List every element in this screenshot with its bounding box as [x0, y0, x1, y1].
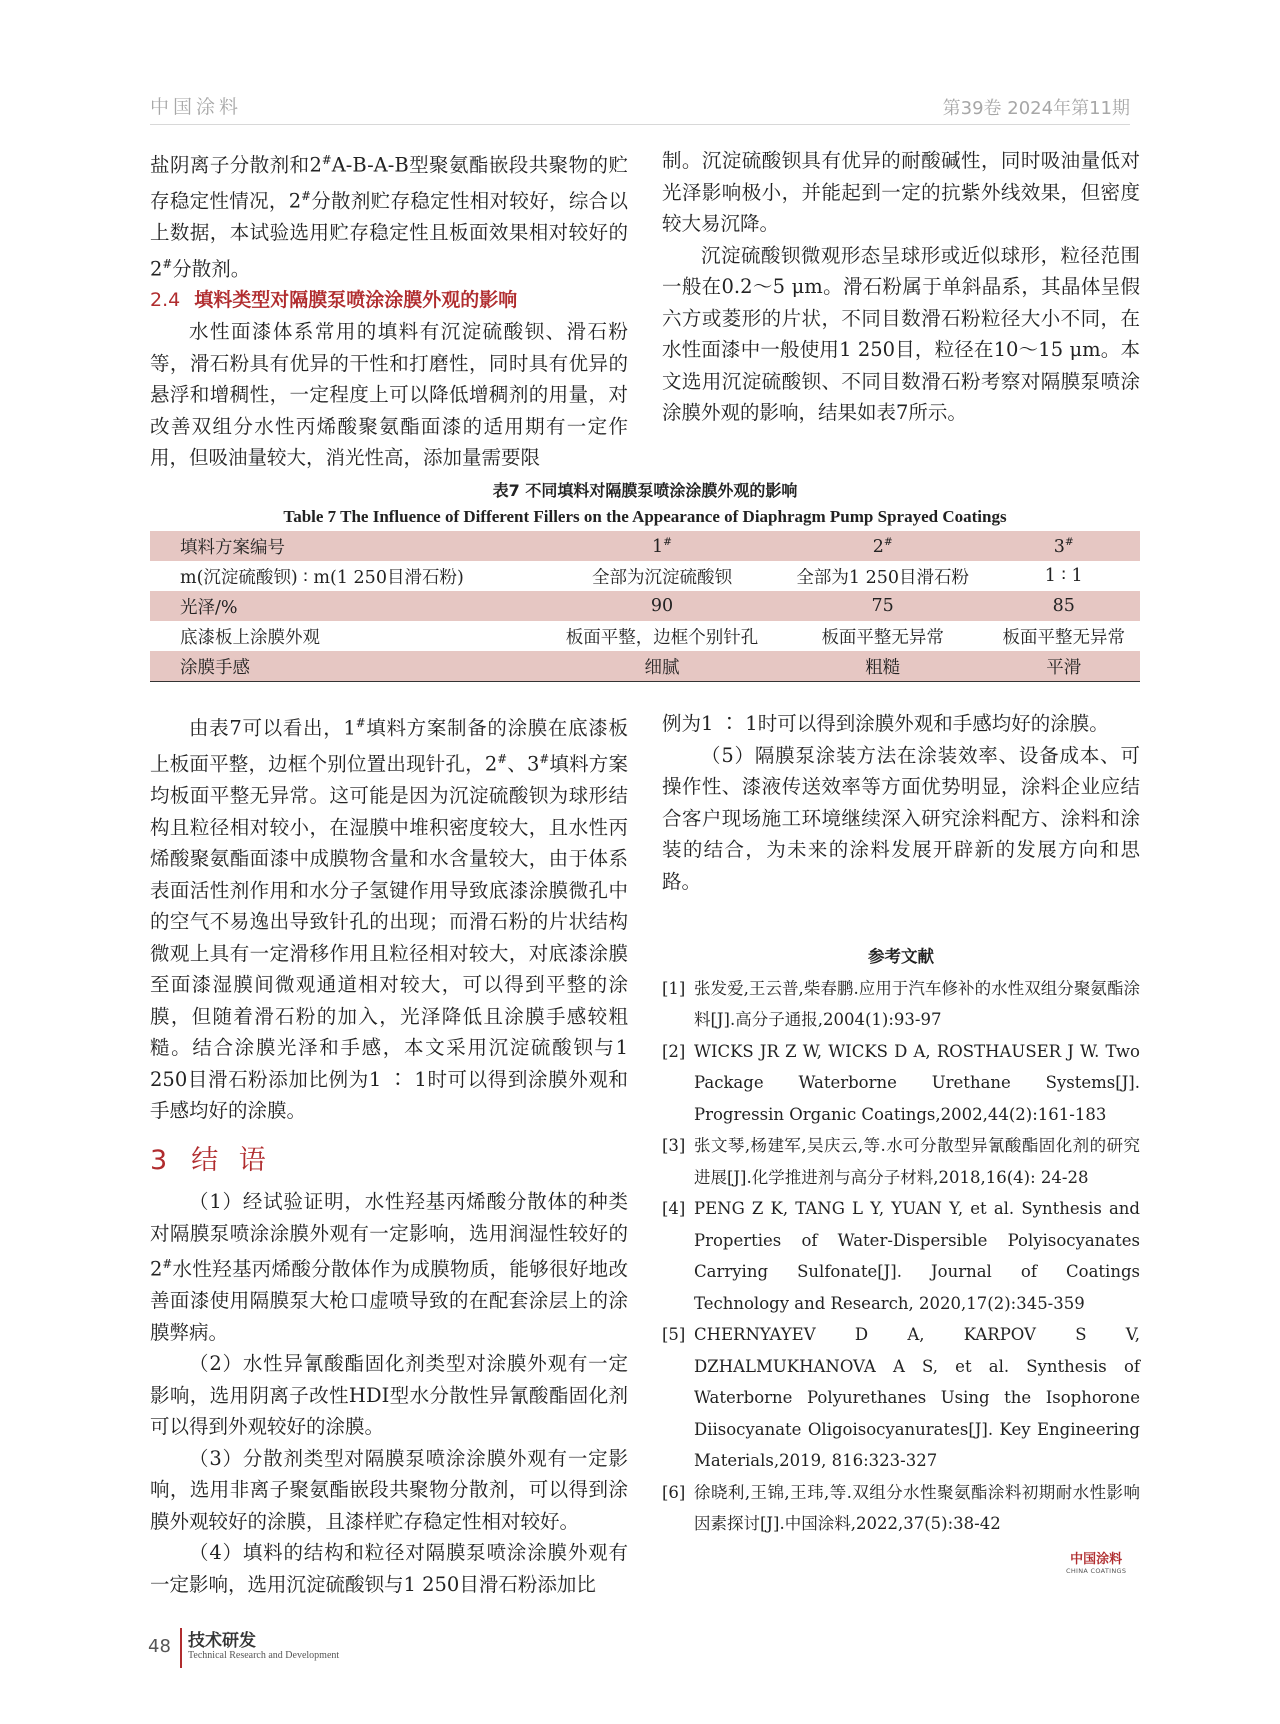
paragraph: 盐阴离子分散剂和2#A-B-A-B型聚氨酯嵌段共聚物的贮存稳定性情况，2#分散剂贮存稳定性相对较好，综合以上数据，本试验选用贮存稳定性且板面效果相对较好的2#分散剂。 — [150, 153, 628, 280]
table-cell: 填料方案编号 — [150, 531, 546, 561]
table-cell: 细腻 — [546, 651, 778, 682]
paragraph: 制。沉淀硫酸钡具有优异的耐酸碱性，同时吸油量低对光泽影响极小，并能起到一定的抗紫外线效果，但密度较大易沉降。 — [662, 149, 1140, 235]
left-column-top — [150, 145, 628, 474]
section-heading-2-4 — [150, 285, 628, 317]
paragraph: （2）水性异氰酸酯固化剂类型对涂膜外观有一定影响，选用阴离子改性HDI型水分散性异氰酸酯固化剂可以得到外观较好的涂膜。 — [150, 1352, 628, 1438]
reference-text: 张文琴,杨建军,吴庆云,等.水可分散型异氰酸酯固化剂的研究进展[J].化学推进剂与高分子材料,2018,16(4): 24-28 — [694, 1136, 1140, 1187]
table-title-en: Table 7 The Influence of Different Fillers on the Appearance of Diaphragm Pump Sprayed Coatings — [283, 507, 1007, 526]
reference-number: [4] — [662, 1199, 686, 1218]
header-rule — [150, 124, 1130, 125]
table-header-row — [150, 531, 1140, 561]
reference-item — [662, 973, 1140, 1036]
table-cell: 1 ∶ 1 — [1044, 566, 1083, 586]
reference-text: PENG Z K, TANG L Y, YUAN Y, et al. Synthesis and Properties of Water-Dispersible Polyisocyanates Carrying Sulfonate[J]. Journal of Coatings Technology and Research, 2020,17(2):345-359 — [694, 1199, 1140, 1313]
table-cell: 2# — [778, 531, 987, 561]
reference-text: 张发爱,王云普,柴春鹏.应用于汽车修补的水性双组分聚氨酯涂料[J].高分子通报,2004(1):93-97 — [694, 978, 1140, 1029]
reference-list — [662, 973, 1140, 1540]
reference-item — [662, 1036, 1140, 1131]
footer-divider — [180, 1628, 182, 1668]
table-row — [150, 651, 1140, 682]
paragraph: 水性面漆体系常用的填料有沉淀硫酸钡、滑石粉等，滑石粉具有优异的干性和打磨性，同时具有优异的悬浮和增稠性，一定程度上可以降低增稠剂的用量，对改善双组分水性丙烯酸聚氨酯面漆的适用期有一定作用，但吸油量较大，消光性高，添加量需要限 — [150, 320, 628, 469]
paragraph: （4）填料的结构和粒径对隔膜泵喷涂涂膜外观有一定影响，选用沉淀硫酸钡与1 250目滑石粉添加比 — [150, 1541, 628, 1596]
table-row — [150, 591, 1140, 621]
reference-item — [662, 1130, 1140, 1193]
table-cell: 底漆板上涂膜外观 — [180, 627, 320, 648]
table-cell: 85 — [987, 591, 1140, 621]
paragraph: 例为1 ∶ 1时可以得到涂膜外观和手感均好的涂膜。 — [662, 712, 1109, 735]
logo-en: CHINA COATINGS — [1066, 1567, 1127, 1575]
journal-name: 中国涂料 — [150, 96, 243, 118]
table-cell: 板面平整，边框个别针孔 — [565, 627, 759, 648]
footer-section-en: Technical Research and Development — [188, 1650, 340, 1661]
reference-item — [662, 1477, 1140, 1540]
section-title: 填料类型对隔膜泵喷涂涂膜外观的影响 — [194, 288, 518, 311]
chapter-title: 结 语 — [191, 1144, 272, 1176]
table-cell: 平滑 — [987, 651, 1140, 682]
right-column-top — [662, 145, 1140, 429]
reference-text: WICKS JR Z W, WICKS D A, ROSTHAUSER J W. Two Package Waterborne Urethane Systems[J]. Progressin Organic Coatings,2002,44(2):161-183 — [694, 1041, 1140, 1124]
table-cell: 全部为沉淀硫酸钡 — [591, 567, 732, 588]
footer-section-cn: 技术研发 — [188, 1631, 256, 1651]
table-cell: 90 — [546, 591, 778, 621]
paragraph: （5）隔膜泵涂装方法在涂装效率、设备成本、可操作性、漆液传送效率等方面优势明显，涂料企业应结合客户现场施工环境继续深入研究涂料配方、涂料和涂装的结合，为未来的涂料发展开辟新的发展方向和思路。 — [662, 743, 1140, 893]
table-cell: m(沉淀硫酸钡) ∶ m(1 250目滑石粉) — [180, 567, 464, 588]
table-row — [150, 561, 1140, 591]
table-cell: 粗糙 — [778, 651, 987, 682]
right-column-bottom — [662, 708, 1140, 1540]
section-number: 2.4 — [150, 288, 181, 311]
table-cell: 全部为1 250目滑石粉 — [796, 567, 969, 588]
chapter-heading-3 — [150, 1145, 628, 1177]
table-cell: 板面平整无异常 — [1002, 627, 1125, 648]
table-cell: 1# — [546, 531, 778, 561]
left-column-bottom — [150, 708, 628, 1600]
table-cell: 75 — [778, 591, 987, 621]
table-cell: 光泽/% — [150, 591, 546, 621]
table-title-cn: 表7 不同填料对隔膜泵喷涂涂膜外观的影响 — [492, 481, 798, 500]
logo-cn: 中国涂料 — [1070, 1552, 1123, 1567]
reference-number: [5] — [662, 1325, 686, 1344]
reference-item — [662, 1319, 1140, 1477]
paragraph: （3）分散剂类型对隔膜泵喷涂涂膜外观有一定影响，选用非离子聚氨酯嵌段共聚物分散剂，可以得到涂膜外观较好的涂膜，且漆样贮存稳定性相对较好。 — [150, 1446, 628, 1533]
journal-logo — [1066, 1548, 1126, 1575]
reference-number: [6] — [662, 1482, 686, 1502]
issue-info: 第39卷 2024年第11期 — [942, 98, 1130, 119]
reference-number: [1] — [662, 978, 686, 998]
reference-item — [662, 1193, 1140, 1319]
page-number: 48 — [148, 1636, 171, 1657]
reference-number: [2] — [662, 1041, 686, 1061]
spacer — [662, 897, 1140, 941]
reference-text: CHERNYAYEV D A, KARPOV S V, DZHALMUKHANOVA A S, et al. Synthesis of Waterborne Polyurethanes Using the Isophorone Diisocyanate Oligoisocyanurates[J]. Key Engineering Materials,2019, 816:323-327 — [694, 1325, 1140, 1470]
table-7 — [150, 478, 1140, 682]
paragraph: 沉淀硫酸钡微观形态呈球形或近似球形，粒径范围一般在0.2～5 μm。滑石粉属于单斜晶系，其晶体呈假六方或菱形的片状，不同目数滑石粉粒径大小不同，在水性面漆中一般使用1 250目，粒径在10～15 μm。本文选用沉淀硫酸钡、不同目数滑石粉考察对隔膜泵喷涂涂膜外观的影响，结果如表7所示。 — [662, 243, 1140, 424]
table-row — [150, 621, 1140, 651]
table-cell: 3# — [987, 531, 1140, 561]
data-table — [150, 531, 1140, 682]
table-cell: 板面平整无异常 — [821, 627, 944, 648]
reference-number: [3] — [662, 1136, 686, 1155]
references-title: 参考文献 — [868, 947, 934, 966]
paragraph: （1）经试验证明，水性羟基丙烯酸分散体的种类对隔膜泵喷涂涂膜外观有一定影响，选用润湿性较好的2#水性羟基丙烯酸分散体作为成膜物质，能够很好地改善面漆使用隔膜泵大枪口虚喷导致的在配套涂层上的涂膜弊病。 — [150, 1190, 628, 1344]
paragraph: 由表7可以看出，1#填料方案制备的涂膜在底漆板上板面平整，边框个别位置出现针孔，2#、3#填料方案均板面平整无异常。这可能是因为沉淀硫酸钡为球形结构且粒径相对较小，在湿膜中堆积密度较大，且水性丙烯酸聚氨酯面漆中成膜物含量和水含量较大，由于体系表面活性剂作用和水分子氢键作用导致底漆涂膜微孔中的空气不易逸出导致针孔的出现；而滑石粉的片状结构微观上具有一定滑移作用且粒径相对较大，对底漆涂膜至面漆湿膜间微观通道相对较大，可以得到平整的涂膜，但随着滑石粉的加入，光泽降低且涂膜手感较粗糙。结合涂膜光泽和手感，本文采用沉淀硫酸钡与1 250目滑石粉添加比例为1 ∶ 1时可以得到涂膜外观和手感均好的涂膜。 — [150, 716, 628, 1122]
table-cell: 涂膜手感 — [150, 651, 546, 682]
chapter-number: 3 — [150, 1144, 174, 1176]
reference-text: 徐晓利,王锦,王玮,等.双组分水性聚氨酯涂料初期耐水性影响因素探讨[J].中国涂料,2022,37(5):38-42 — [694, 1482, 1140, 1533]
